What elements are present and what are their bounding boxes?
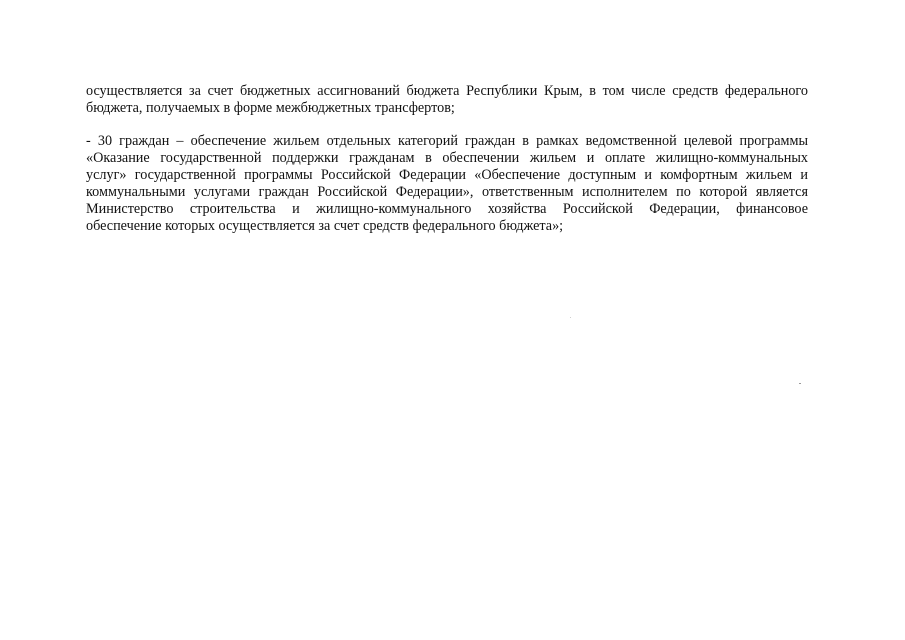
paragraph-30-citizens <box>86 133 808 235</box>
paragraph-line: услуг» государственной программы Российской Федерации «Обеспечение доступным и комфортным жильем и <box>86 167 808 183</box>
scan-speck <box>799 383 801 384</box>
paragraph-line: обеспечение которых осуществляется за счет средств федерального бюджета»; <box>86 218 564 234</box>
paragraph-line: осуществляется за счет бюджетных ассигнований бюджета Республики Крым, в том числе средств федерального <box>86 83 808 99</box>
paragraph-line: Министерство строительства и жилищно-коммунального хозяйства Российской Федерации, финансовое <box>86 201 808 217</box>
paragraph-line: - 30 граждан – обеспечение жильем отдельных категорий граждан в рамках ведомственной целевой программы <box>86 133 808 149</box>
paragraph-line: коммунальными услугами граждан Российской Федерации», ответственным исполнителем по которой является <box>86 184 808 200</box>
scan-speck <box>570 317 571 318</box>
paragraph-line: бюджета, получаемых в форме межбюджетных трансфертов; <box>86 100 455 116</box>
paragraph-line: «Оказание государственной поддержки гражданам в обеспечении жильем и оплате жилищно-коммунальных <box>86 150 808 166</box>
paragraph-funding-source <box>86 83 808 117</box>
